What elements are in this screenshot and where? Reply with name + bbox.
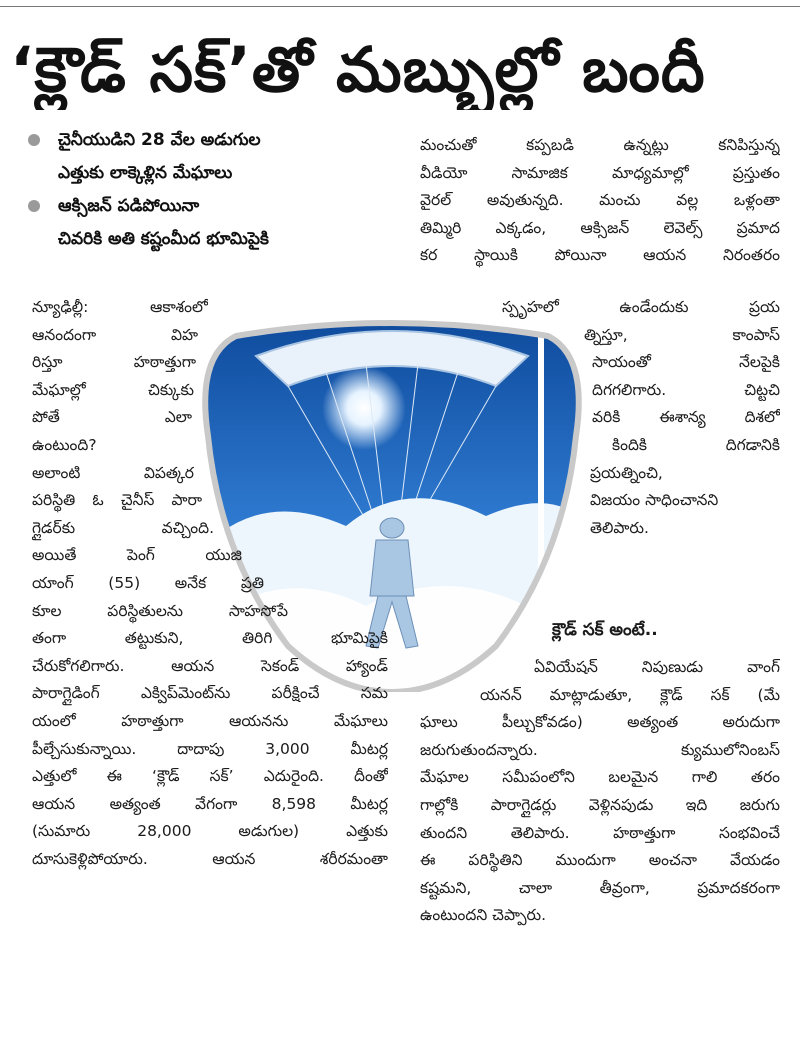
article-line: వైరల్ అవుతున్నది. మంచు వల్ల ఒళ్లంతా [420,191,780,210]
article-line: కిందికి దిగడానికి [612,435,780,454]
article-line: వరికి ఈశాన్య దిశలో [592,408,780,427]
article-line: యాంగ్ (55) అనేక ప్రతి [32,573,264,592]
article-line: మేఘాల సమీపంలోని బలమైన గాలి తరం [420,768,780,787]
article-line: ఆయన అత్యంత వేగంగా 8,598 మీటర్ల [32,794,388,813]
article-line: విజయం సాధించానని [590,491,719,510]
article-line: మంచుతో కప్పబడి ఉన్నట్లు కనిపిస్తున్న [420,136,780,154]
article-line: పరిస్థితి ఓ చైనీస్ పారా [32,491,202,510]
bullet-item [22,190,402,256]
bullet-text: చైనీయుడిని 28 వేల అడుగుల [58,130,261,150]
bullet-dot-icon [28,200,40,212]
article-line: పారాగ్లైడింగ్ ఎక్విప్‌మెంట్‌ను పరీక్షించే సమ [32,684,388,703]
article-line: ఎత్తులో ఈ ‘క్లౌడ్ సక్’ ఎదురైంది. దీంతో [32,767,388,786]
article-column-right-bottom [420,654,780,930]
article-line: ఉంటుంది? [32,435,97,454]
article-line: గాల్లోకి పారాగ్లైడర్లు వెళ్లినపుడు ఇది జరుగు [420,795,780,814]
summary-bullets [22,124,402,256]
article-line: ఈ పరిస్థితిని ముందుగా అంచనా వేయడం [420,851,780,870]
article-line: కూల పరిస్థితులను సాహసోపే [32,601,288,620]
article-column-right-top [420,132,780,270]
bullet-text: ఆక్సిజన్ పడిపోయినా [58,196,200,216]
bullet-item [22,124,402,190]
article-line: యంలో హఠాత్తుగా ఆయనను మేఘాలు [32,711,388,730]
article-line: జరుగుతుందన్నారు. క్యుములోనింబస్ [420,740,780,759]
article-line: తెలిపారు. [590,518,649,537]
article-line: దిగగలిగారు. చిట్టచి [592,380,780,399]
article-line: ఘాలు పీల్చుకోవడం) అత్యంత అరుదుగా [420,713,780,732]
article-line: తిమ్మిరి ఎక్కడం, ఆక్సిజన్ లెవెల్స్ ప్రమాద [420,218,780,237]
article-column-right-mid [0,294,780,542]
bullet-text: చివరికి అతి కష్టంమీద భూమిపైకి [58,229,269,249]
article-line: అయితే పెంగ్ యుజి [32,546,242,565]
article-line: ఉంటుందని చెప్పారు. [420,906,547,925]
article-line: చేరుకోగలిగారు. ఆయన సెకండ్ హ్యాండ్ [32,656,388,675]
article-line: సాయంతో నేలపైకి [592,353,780,372]
bullet-dot-icon [28,134,40,146]
sub-heading: క్లౌడ్ సక్ అంటే.. [552,620,658,640]
top-rule [0,6,800,7]
article-line: స్పృహలో ఉండేందుకు ప్రయ [502,298,780,316]
article-line: అలాంటి విపత్కర [32,463,194,482]
article-line: కష్టమని, చాలా తీవ్రంగా, ప్రమాదకరంగా [420,878,780,897]
bullet-text: ఎత్తుకు లాక్కెళ్లిన మేఘాలు [58,163,233,183]
article-line: కర స్థాయికి పోయినా ఆయన నిరంతరం [420,246,780,265]
article-line: తుందని తెలిపారు. హఠాత్తుగా సంభవించే [420,823,780,842]
article-line: మేఘాల్లో చిక్కుకు [32,380,194,399]
article-line: రిస్తూ హఠాత్తుగా [32,353,196,372]
article-line: వీడియో సామాజిక మాధ్యమాల్లో ప్రస్తుతం [420,163,780,182]
article-line: త్నిస్తూ, కాంపాస్ [584,325,780,344]
article-line: తంగా తట్టుకుని, తిరిగి భూమిపైకి [32,629,388,648]
article-line: పీల్చేసుకున్నాయి. దాదాపు 3,000 మీటర్ల [32,739,388,758]
article-line: దూసుకెళ్లిపోయారు. ఆయన శరీరమంతా [32,849,388,868]
article-line: ప్రయత్నించి, [590,463,663,482]
article-line: పోతే ఎలా [32,408,192,427]
article-line: (సుమారు 28,000 అడుగుల) ఎత్తుకు [32,822,388,841]
headline: ‘క్లౌడ్ సక్’తో మబ్బుల్లో బందీ [10,33,706,106]
article-line: యనన్ మాట్లాడుతూ, క్లౌడ్ సక్ (మే [480,685,780,704]
article-line: గ్లైడర్‌కు వచ్చింది. [32,518,214,537]
article-line: ఆనందంగా విహ [32,325,198,344]
article-line: ఏవియేషన్ నిపుణుడు వాంగ్ [534,658,780,676]
article-line: న్యూఢిల్లీ: ఆకాశంలో [32,298,208,316]
